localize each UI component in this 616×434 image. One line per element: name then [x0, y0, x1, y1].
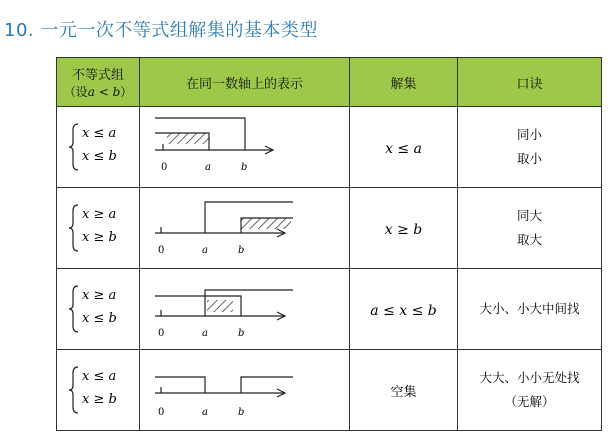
table-row	[57, 269, 602, 350]
tip-text	[458, 366, 601, 414]
inequality-system	[68, 284, 128, 334]
inequality-1: x ≥ a	[82, 288, 117, 303]
inequality-system	[68, 203, 128, 253]
number-line-diagram	[145, 270, 345, 348]
solution-value: a ≤ x ≤ b	[370, 302, 437, 319]
brace-icon	[68, 203, 80, 253]
header-tip: 口诀	[458, 58, 602, 107]
number-line-cell	[140, 269, 350, 350]
brace-icon	[68, 284, 80, 334]
system-cell	[57, 350, 140, 431]
header-system-pre: （设	[63, 85, 88, 99]
axis-label-b: b	[237, 245, 244, 256]
axis-label-a: a	[204, 162, 211, 173]
axis-label-b: b	[240, 162, 247, 173]
header-number-line: 在同一数轴上的表示	[140, 58, 350, 107]
header-system-post: ）	[120, 85, 133, 99]
axis-label-zero: 0	[157, 407, 164, 418]
inequality-1: x ≤ a	[82, 126, 117, 141]
number-line-cell	[140, 107, 350, 188]
system-cell	[57, 188, 140, 269]
tip-line-2: 取大	[516, 232, 542, 247]
solution-cell	[350, 188, 458, 269]
tip-cell	[458, 269, 602, 350]
solution-value: x ≤ a	[385, 140, 422, 157]
axis-label-b: b	[237, 328, 244, 339]
number-line-diagram	[145, 189, 345, 267]
solution-line-a	[155, 377, 205, 393]
header-system	[57, 58, 140, 107]
inequality-2: x ≤ b	[82, 149, 117, 164]
tip-text	[458, 123, 601, 171]
table-header-row	[57, 58, 602, 107]
tip-cell	[458, 188, 602, 269]
solution-value: x ≥ b	[384, 221, 423, 238]
axis-label-a: a	[201, 245, 208, 256]
axis-label-a: a	[201, 328, 208, 339]
axis-label-zero: 0	[157, 328, 164, 339]
axis-label-a: a	[201, 407, 208, 418]
system-cell	[57, 107, 140, 188]
number-line-cell	[140, 350, 350, 431]
page-title: 10. 一元一次不等式组解集的基本类型	[4, 20, 318, 41]
tip-line-2: 取小	[516, 151, 542, 166]
brace-icon	[68, 365, 80, 415]
solution-line-b	[241, 377, 293, 393]
inequality-2: x ≥ b	[82, 230, 117, 245]
table-row	[57, 350, 602, 431]
header-system-expr: a < b	[87, 85, 121, 99]
axis-label-zero: 0	[160, 162, 167, 173]
table-row	[57, 188, 602, 269]
axis-label-zero: 0	[157, 245, 164, 256]
number-line-cell	[140, 188, 350, 269]
number-line-diagram	[145, 351, 345, 429]
solution-value: 空集	[390, 384, 417, 400]
hatch-region	[167, 133, 209, 144]
inequality-table	[56, 57, 602, 431]
tip-line-1: 同大	[516, 208, 542, 223]
inequality-1: x ≥ a	[82, 207, 117, 222]
tip-line-1: 大小、小大中间找	[479, 301, 580, 316]
inequality-1: x ≤ a	[82, 369, 117, 384]
hatch-region	[241, 218, 291, 229]
solution-cell	[350, 350, 458, 431]
inequality-system	[68, 365, 128, 415]
tip-cell	[458, 107, 602, 188]
table-row	[57, 107, 602, 188]
number-line-diagram	[145, 108, 345, 186]
brace-icon	[68, 122, 80, 172]
header-system-line1: 不等式组	[71, 68, 124, 83]
solution-cell	[350, 269, 458, 350]
tip-line-2: （无解）	[504, 394, 555, 409]
inequality-2: x ≤ b	[82, 311, 117, 326]
tip-text	[458, 297, 601, 321]
tip-text	[458, 204, 601, 252]
tip-cell	[458, 350, 602, 431]
hatch-region	[207, 300, 233, 312]
inequality-system	[68, 122, 128, 172]
header-solution: 解集	[350, 58, 458, 107]
solution-cell	[350, 107, 458, 188]
axis-label-b: b	[237, 407, 244, 418]
system-cell	[57, 269, 140, 350]
inequality-2: x ≥ b	[82, 392, 117, 407]
tip-line-1: 大大、小小无处找	[479, 370, 580, 385]
header-system-line2	[57, 83, 139, 100]
tip-line-1: 同小	[516, 127, 542, 142]
